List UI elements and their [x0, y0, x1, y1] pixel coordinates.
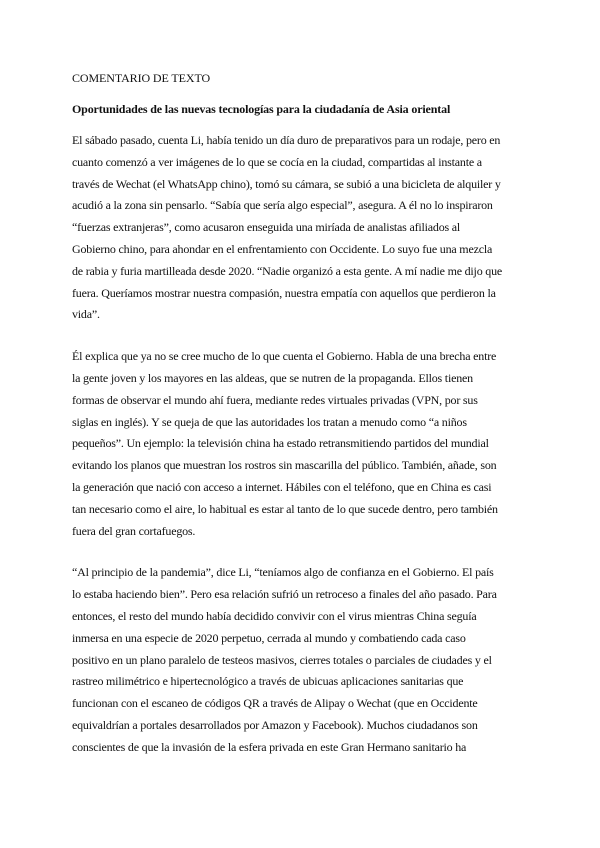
text-line: rastreo milimétrico e hipertecnológico a través de ubicuas aplicaciones sanitarias que — [72, 674, 464, 689]
text-line: formas de observar el mundo ahí fuera, mediante redes virtuales privadas (VPN, por sus — [72, 392, 478, 407]
text-line: positivo en un plano paralelo de testeos masivos, cierres totales o parciales de ciudades y el — [72, 652, 492, 667]
text-line: tan necesario como el aire, lo habitual es estar al tanto de lo que sucede dentro, pero también — [72, 501, 498, 516]
text-line: Gobierno chino, para ahondar en el enfrentamiento con Occidente. Lo suyo fue una mezcla — [72, 241, 493, 256]
paragraph — [72, 346, 530, 542]
text-line: evitando los planos que muestran los rostros sin mascarilla del público. También, añade, son — [72, 458, 497, 473]
text-line: fuera. Queríamos mostrar nuestra compasión, nuestra empatía con aquellos que perdieron la — [72, 285, 496, 300]
text-line: través de Wechat (el WhatsApp chino), tomó su cámara, se subió a una bicicleta de alquiler y — [72, 176, 501, 191]
text-line: cuanto comenzó a ver imágenes de lo que se cocía en la ciudad, compartidas al instante a — [72, 154, 482, 169]
text-line: la gente joven y los mayores en las aldeas, que se nutren de la propaganda. Ellos tienen — [72, 370, 473, 385]
text-line: de rabia y furia martilleada desde 2020. “Nadie organizó a esta gente. A mí nadie me dijo que — [72, 263, 503, 278]
text-line: Él explica que ya no se cree mucho de lo que cuenta el Gobierno. Habla de una brecha entre — [72, 349, 497, 364]
text-line: la generación que nació con acceso a internet. Hábiles con el teléfono, que en China es casi — [72, 479, 492, 494]
text-line: funcionan con el escaneo de códigos QR a través de Alipay o Wechat (que en Occidente — [72, 696, 478, 711]
text-line: “fuerzas extranjeras”, como acusaron enseguida una miríada de analistas afiliados al — [72, 220, 461, 235]
text-line: inmersa en una especie de 2020 perpetuo, cerrada al mundo y combatiendo cada caso — [72, 630, 466, 645]
text-line: equivaldrían a portales desarrollados por Amazon y Facebook). Muchos ciudadanos son — [72, 717, 478, 732]
text-line: fuera del gran cortafuegos. — [72, 523, 196, 538]
text-line: siglas en inglés). Y se queja de que las autoridades los tratan a menudo como “a niños — [72, 414, 467, 429]
text-line: pequeños”. Un ejemplo: la televisión china ha estado retransmitiendo partidos del mundial — [72, 436, 489, 451]
paragraph — [72, 562, 530, 758]
document-page — [72, 70, 530, 779]
document-heading: COMENTARIO DE TEXTO — [72, 71, 211, 85]
text-line: vida”. — [72, 307, 100, 322]
text-line: “Al principio de la pandemia”, dice Li, “teníamos algo de confianza en el Gobierno. El país — [72, 565, 494, 580]
text-line: El sábado pasado, cuenta Li, había tenido un día duro de preparativos para un rodaje, pero en — [72, 133, 501, 147]
article-body — [72, 130, 530, 759]
article-title: Oportunidades de las nuevas tecnologías para la ciudadanía de Asia oriental — [72, 102, 451, 116]
text-line: lo estaba haciendo bien”. Pero esa relación sufrió un retroceso a finales del año pasado. Para — [72, 587, 497, 602]
paragraph — [72, 130, 530, 326]
text-line: acudió a la zona sin pensarlo. “Sabía que sería algo especial”, asegura. A él no lo inspiraron — [72, 198, 493, 213]
text-line: entonces, el resto del mundo había decidido convivir con el virus mientras China seguía — [72, 608, 477, 623]
text-line: conscientes de que la invasión de la esfera privada en este Gran Hermano sanitario ha — [72, 739, 467, 754]
